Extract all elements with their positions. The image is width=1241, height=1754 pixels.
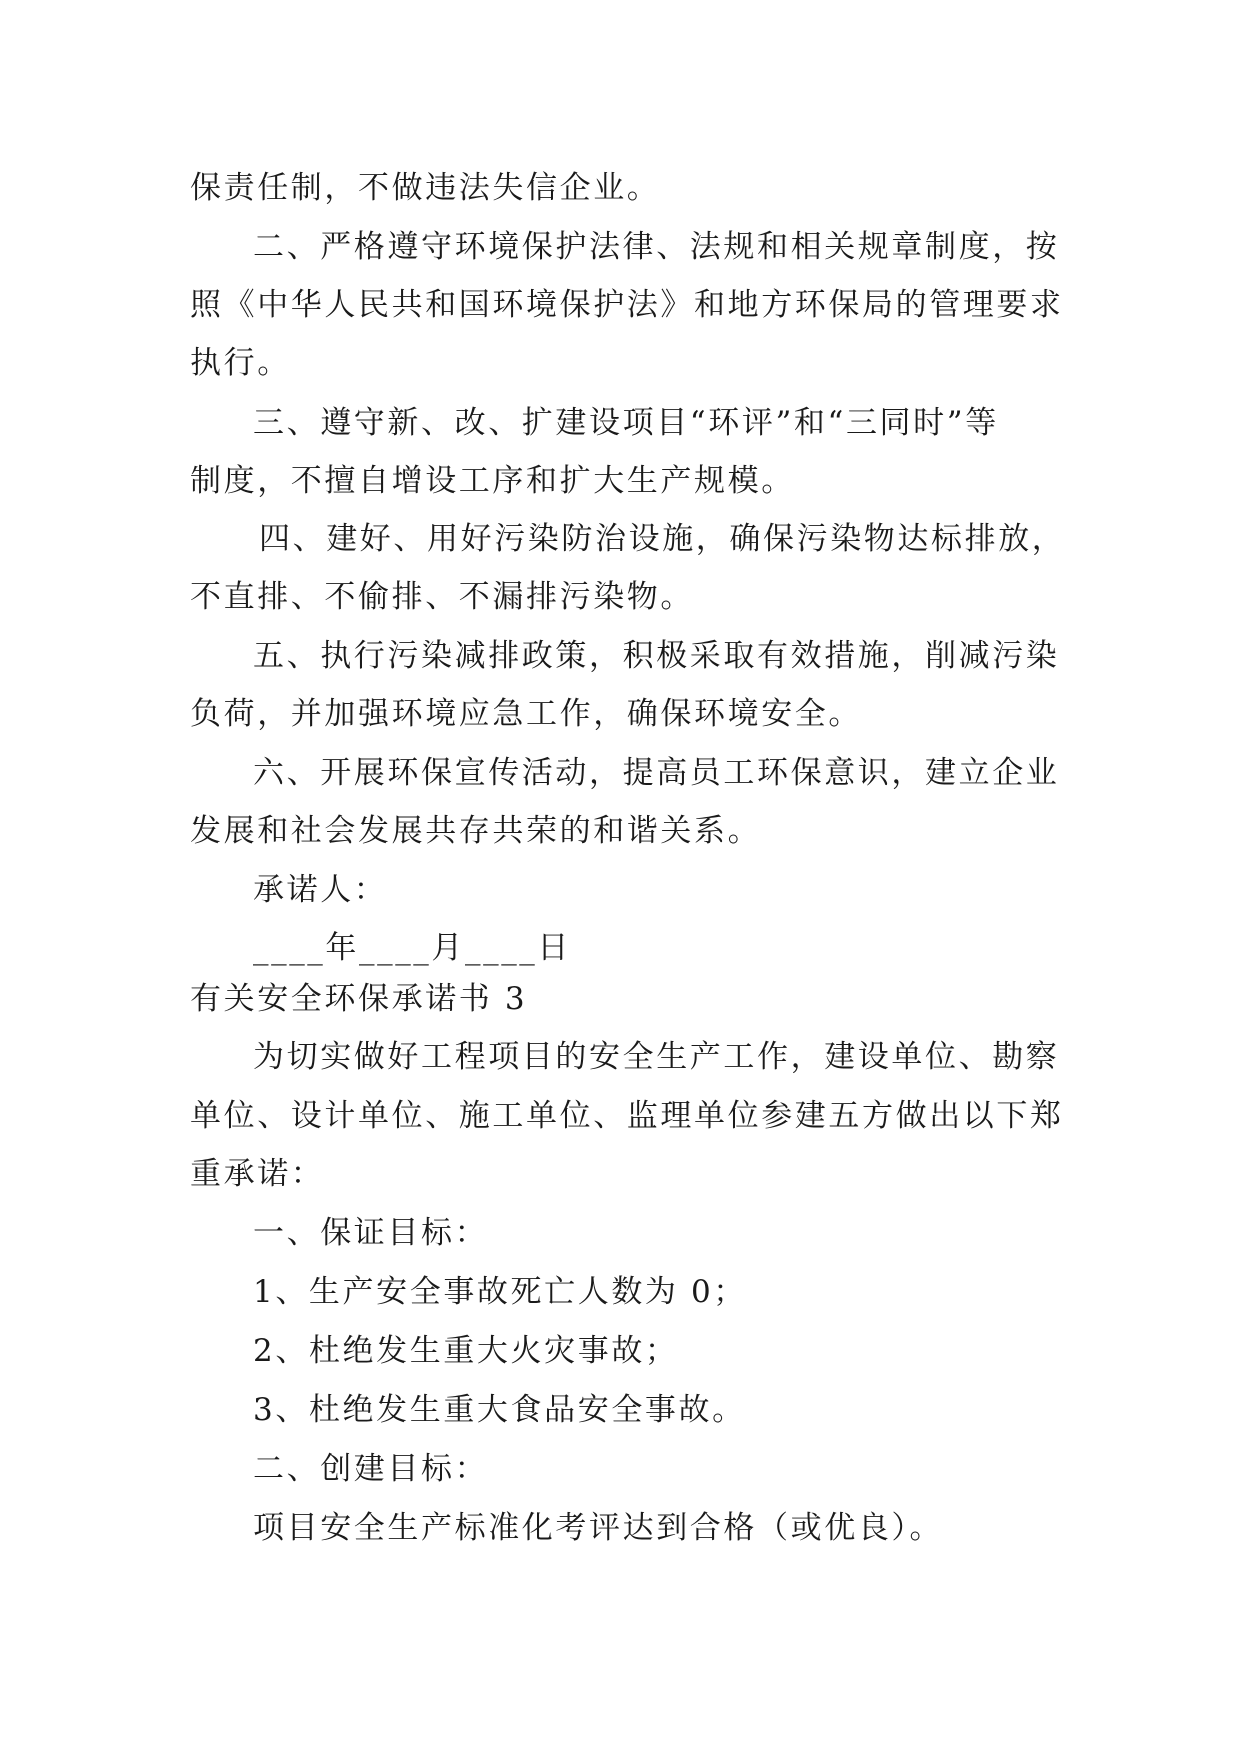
text-line-23: 二、创建目标： xyxy=(253,1451,489,1487)
section-heading: 有关安全环保承诺书 3 xyxy=(190,981,528,1017)
text-line-3: 照《中华人民共和国环境保护法》和地方环保局的管理要求 xyxy=(190,287,1064,323)
text-line-8: 不直排、不偷排、不漏排污染物。 xyxy=(190,579,694,615)
signer-label: 承诺人： xyxy=(253,872,388,908)
text-line-19: 一、保证目标： xyxy=(253,1215,489,1251)
text-line-17: 单位、设计单位、施工单位、监理单位参建五方做出以下郑 xyxy=(190,1098,1064,1134)
text-line-4: 执行。 xyxy=(190,345,291,381)
text-line-16: 为切实做好工程项目的安全生产工作，建设单位、勘察 xyxy=(253,1039,1060,1075)
text-line-21: 2、杜绝发生重大火灾事故； xyxy=(253,1333,679,1369)
text-line-12: 发展和社会发展共存共荣的和谐关系。 xyxy=(190,813,762,849)
text-line-1: 保责任制，不做违法失信企业。 xyxy=(190,170,661,206)
text-line-10: 负荷，并加强环境应急工作，确保环境安全。 xyxy=(190,696,862,732)
text-line-18: 重承诺： xyxy=(190,1156,325,1192)
text-line-11: 六、开展环保宣传活动，提高员工环保意识，建立企业 xyxy=(253,755,1060,791)
text-line-7: 四、建好、用好污染防治设施，确保污染物达标排放， xyxy=(259,521,1066,557)
text-line-20: 1、生产安全事故死亡人数为 0； xyxy=(253,1274,747,1310)
text-line-22: 3、杜绝发生重大食品安全事故。 xyxy=(253,1392,746,1428)
text-line-6: 制度，不擅自增设工序和扩大生产规模。 xyxy=(190,463,795,499)
text-line-5: 三、遵守新、改、扩建设项目“环评”和“三同时”等 xyxy=(253,405,999,441)
date-line: ____年____月____日 xyxy=(253,930,571,966)
text-line-2: 二、严格遵守环境保护法律、法规和相关规章制度，按 xyxy=(253,229,1060,265)
text-line-24: 项目安全生产标准化考评达到合格（或优良）。 xyxy=(253,1510,944,1546)
text-line-9: 五、执行污染减排政策，积极采取有效措施，削减污染 xyxy=(253,638,1060,674)
